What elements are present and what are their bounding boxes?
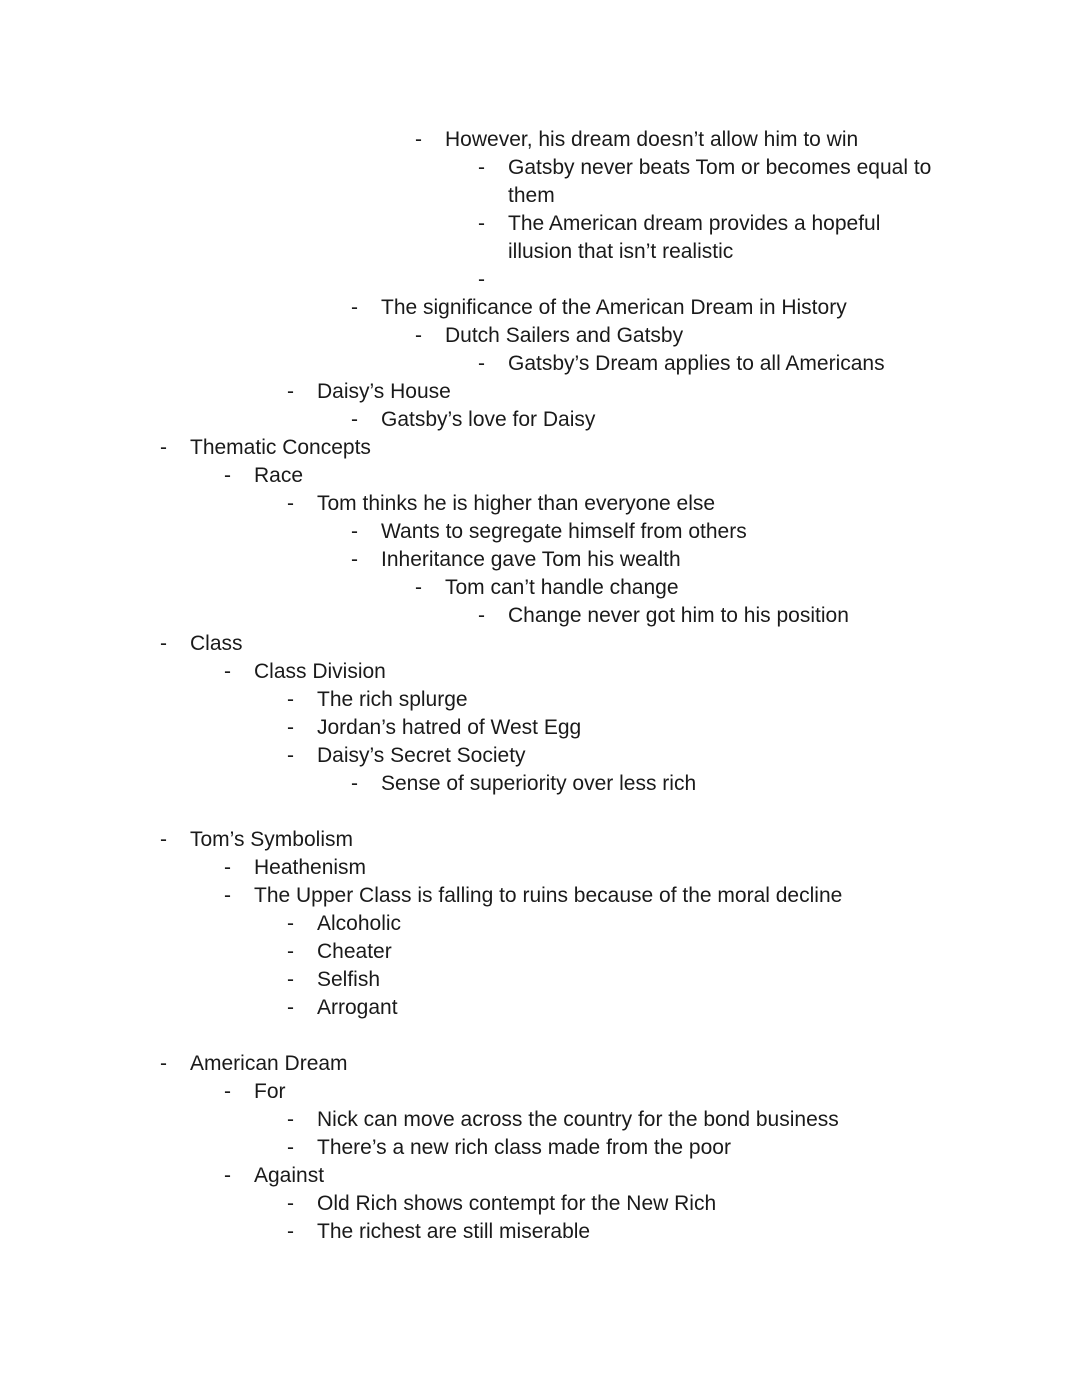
list-item [478,350,885,378]
list-item [351,546,681,574]
list-item [287,910,402,938]
list-item-text: Inheritance gave Tom his wealth [381,548,681,571]
bullet-dash: - [351,296,358,319]
bullet-dash: - [287,716,294,739]
bullet-dash: - [415,576,422,599]
list-item-text: The richest are still miserable [317,1220,591,1243]
section-heading [160,1050,348,1078]
list-item-text: Alcoholic [317,912,402,935]
bullet-dash: - [287,968,294,991]
list-item [415,126,859,154]
list-item-text: Change never got him to his position [508,604,849,627]
section-heading [160,826,353,854]
bullet-dash: - [351,520,358,543]
bullet-dash: - [287,996,294,1019]
list-item [478,602,849,630]
list-item-text: The American dream provides a hopeful illusion that isn’t realistic [508,212,881,263]
list-item [478,154,948,210]
bullet-dash: - [224,464,231,487]
bullet-dash: - [287,492,294,515]
list-item [351,294,847,322]
bullet-dash: - [160,1052,167,1075]
list-item [478,210,908,266]
list-item [351,770,697,798]
bullet-dash: - [287,1192,294,1215]
bullet-dash: - [287,744,294,767]
list-item-text: Gatsby never beats Tom or becomes equal to them [508,156,932,207]
bullet-dash: - [160,632,167,655]
list-item [287,938,392,966]
list-item-text: The Upper Class is falling to ruins because of the moral decline [254,884,843,907]
bullet-dash: - [351,772,358,795]
list-item [287,742,526,770]
list-item-text: Sense of superiority over less rich [381,772,697,795]
list-item-text: Daisy’s House [317,380,451,403]
bullet-dash: - [287,1220,294,1243]
bullet-dash: - [224,1164,231,1187]
list-item [224,1162,325,1190]
bullet-dash: - [478,212,485,235]
bullet-dash: - [224,1080,231,1103]
bullet-dash: - [415,128,422,151]
bullet-dash: - [287,1136,294,1159]
list-item-text: Heathenism [254,856,367,879]
list-item-text: Gatsby’s Dream applies to all Americans [508,352,885,375]
list-item-text: Race [254,464,304,487]
bullet-dash: - [287,912,294,935]
bullet-dash: - [287,940,294,963]
list-item [287,994,398,1022]
list-item [287,1190,717,1218]
list-item [224,854,367,882]
list-item [287,378,451,406]
list-item-text: Cheater [317,940,392,963]
list-item-text: Tom can’t handle change [445,576,679,599]
list-item-text: American Dream [190,1052,348,1075]
bullet-dash: - [478,604,485,627]
bullet-dash: - [351,548,358,571]
list-item-text: Class Division [254,660,386,683]
bullet-dash: - [160,436,167,459]
list-item-text: Dutch Sailers and Gatsby [445,324,684,347]
list-item-text: Wants to segregate himself from others [381,520,747,543]
section-heading [160,434,371,462]
list-item [287,490,716,518]
bullet-dash: - [224,660,231,683]
list-item-text: Arrogant [317,996,398,1019]
list-item-text: Class [190,632,243,655]
list-item [224,882,843,910]
list-item [351,518,747,546]
list-item-text: Thematic Concepts [190,436,371,459]
list-item-text: Nick can move across the country for the bond business [317,1108,839,1131]
list-item [287,1106,839,1134]
section-heading [160,630,243,658]
list-item [415,322,684,350]
list-item-text: Against [254,1164,325,1187]
bullet-dash: - [160,828,167,851]
list-item-text: Tom’s Symbolism [190,828,353,851]
bullet-dash: - [287,1108,294,1131]
list-item [415,574,679,602]
list-item-text: The significance of the American Dream in History [381,296,847,319]
bullet-dash: - [478,352,485,375]
list-item [351,406,596,434]
list-item [224,1078,286,1106]
bullet-dash: - [287,380,294,403]
bullet-dash: - [351,408,358,431]
bullet-dash: - [415,324,422,347]
bullet-dash: - [287,688,294,711]
list-item [287,714,582,742]
list-item-text: Jordan’s hatred of West Egg [317,716,582,739]
list-item-text: Tom thinks he is higher than everyone else [317,492,716,515]
list-item [287,1134,731,1162]
list-item [224,462,304,490]
bullet-dash: - [224,856,231,879]
bullet-dash: - [224,884,231,907]
list-item [224,658,386,686]
list-item [287,966,381,994]
bullet-dash: - [478,156,485,179]
list-item-text: Gatsby’s love for Daisy [381,408,596,431]
list-item-text: However, his dream doesn’t allow him to win [445,128,859,151]
list-item-text: Daisy’s Secret Society [317,744,526,767]
list-item-text: Selfish [317,968,381,991]
list-item [287,686,468,714]
list-item-text: The rich splurge [317,688,468,711]
bullet-dash: - [478,268,485,291]
list-item-text: For [254,1080,286,1103]
list-item-text: Old Rich shows contempt for the New Rich [317,1192,717,1215]
list-item [287,1218,591,1246]
list-item-text: There’s a new rich class made from the poor [317,1136,731,1159]
